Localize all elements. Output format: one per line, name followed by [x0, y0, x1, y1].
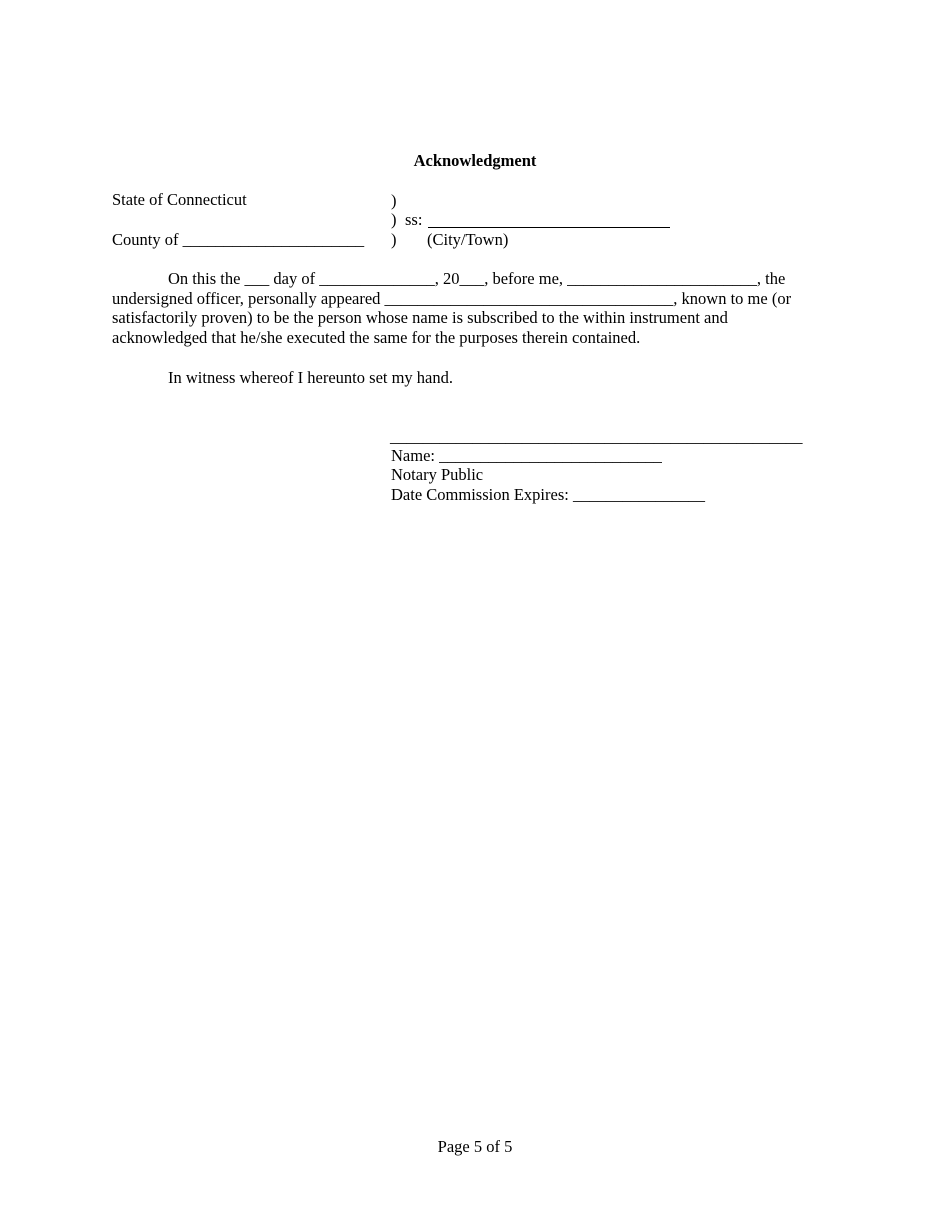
notary-role: Notary Public [391, 465, 484, 484]
paragraph-line: satisfactorily proven) to be the person whose name is subscribed to the within instrument and [112, 308, 728, 328]
city-town-blank-line [428, 227, 670, 228]
venue-paren-top: ) [391, 191, 397, 210]
paragraph-line: On this the ___ day of ______________, 20___, before me, _______________________, the [168, 269, 786, 288]
notary-name-line: Name: ___________________________ [391, 446, 662, 465]
city-town-label: (City/Town) [427, 230, 509, 249]
ss-label: ss: [405, 210, 423, 229]
commission-expiry-line: Date Commission Expires: ________________ [391, 485, 705, 504]
page-number: Page 5 of 5 [437, 1137, 513, 1156]
county-label: County of ______________________ [112, 230, 365, 249]
signature-line: __________________________________________________ [390, 427, 803, 446]
state-label: State of Connecticut [112, 190, 247, 209]
witness-statement: In witness whereof I hereunto set my hand. [168, 368, 454, 387]
venue-paren-bottom: ) [391, 230, 397, 249]
paragraph-line: undersigned officer, personally appeared ___________________________________, known to me (or [112, 288, 792, 308]
acknowledgment-paragraph [112, 269, 824, 347]
venue-paren-middle: ) [391, 210, 397, 229]
paragraph-line: acknowledged that he/she executed the same for the purposes therein contained. [112, 327, 641, 347]
document-title: Acknowledgment [413, 151, 537, 170]
